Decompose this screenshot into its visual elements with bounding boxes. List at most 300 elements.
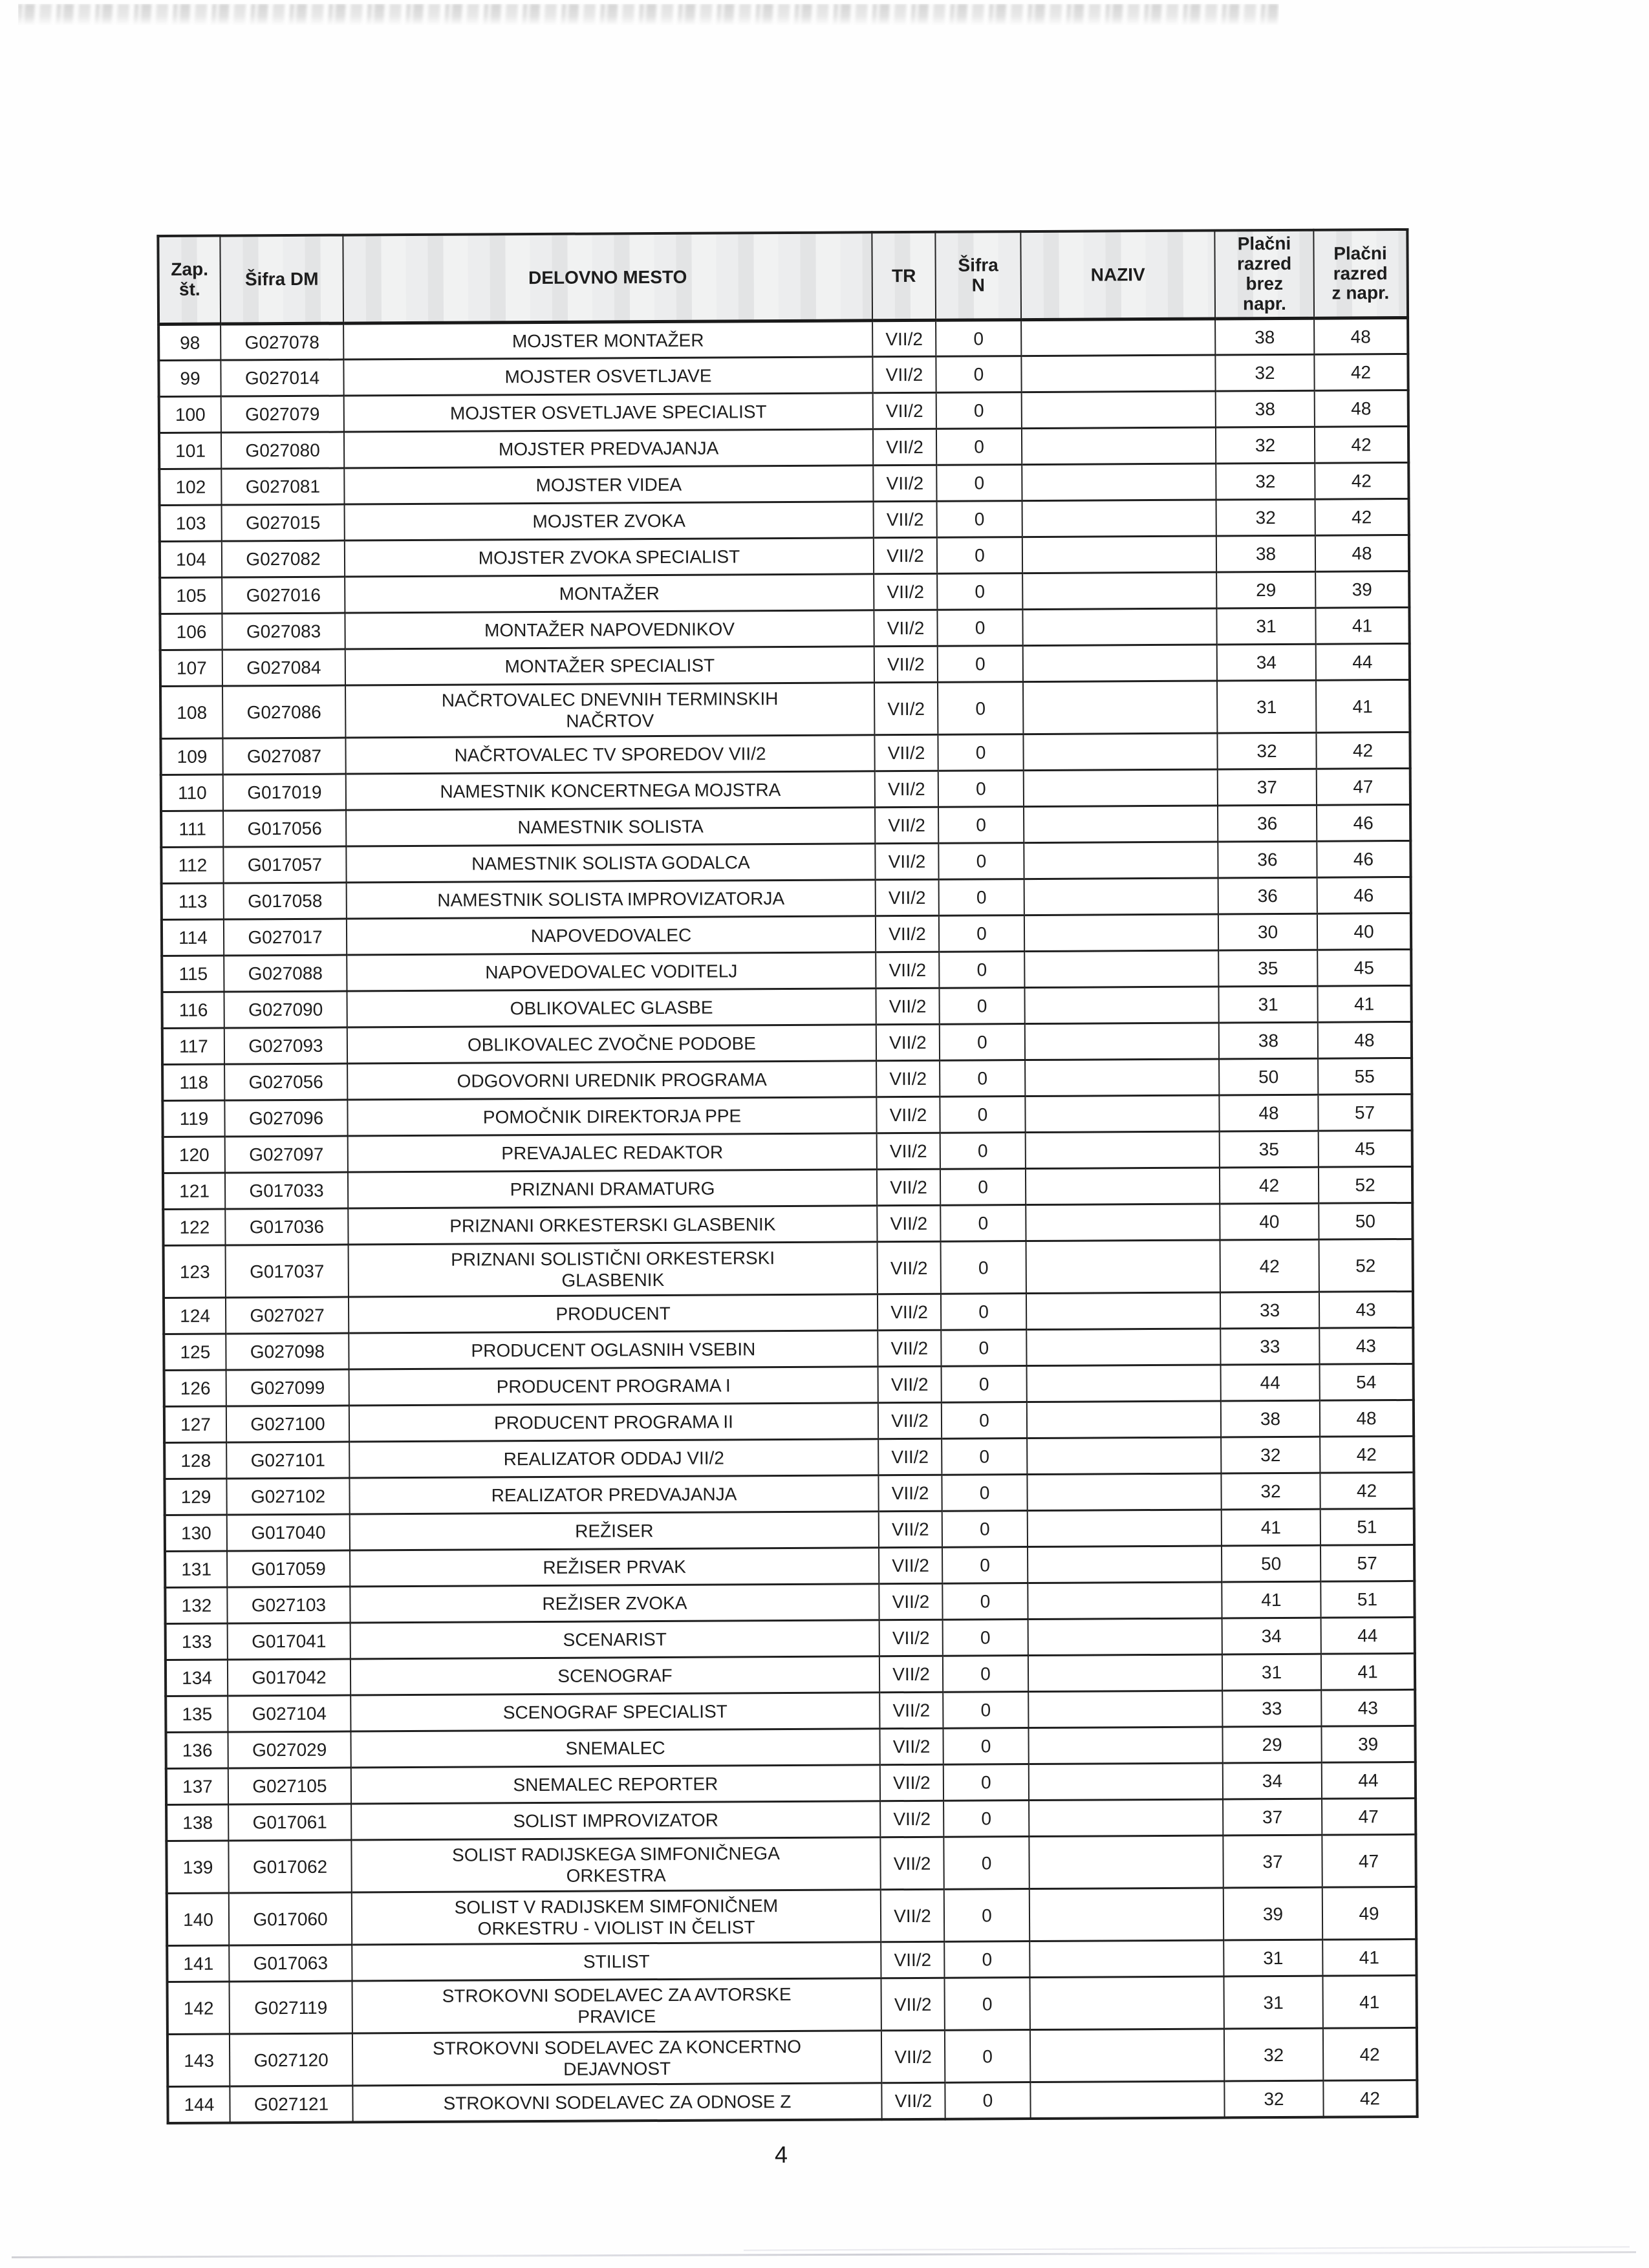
cell-delovno-mesto: SNEMALEC REPORTER [351,1765,880,1804]
cell-zap-st: 98 [158,324,221,361]
cell-placni-brez: 33 [1222,1690,1321,1727]
cell-placni-brez: 38 [1216,390,1315,427]
cell-sifra-dm: G027015 [222,504,345,541]
cell-zap-st: 125 [164,1334,226,1371]
cell-sifra-dm: G027100 [226,1406,349,1442]
cell-tr: VII/2 [877,1205,940,1242]
cell-zap-st: 121 [163,1173,225,1210]
cell-delovno-mesto: SOLIST V RADIJSKEM SIMFONIČNEM ORKESTRU - VIOLIST IN ČELIST [352,1890,881,1945]
cell-zap-st: 133 [166,1623,228,1660]
cell-naziv [1026,1240,1220,1294]
page-number: 4 [774,2141,788,2168]
cell-delovno-mesto: REŽISER ZVOKA [350,1584,879,1623]
cell-placni-brez: 32 [1216,499,1315,536]
cell-zap-st: 137 [166,1768,228,1805]
cell-zap-st: 142 [167,1982,230,2035]
cell-zap-st: 103 [160,505,222,542]
cell-placni-z: 44 [1321,1617,1415,1654]
cell-placni-z: 42 [1315,498,1409,535]
cell-placni-brez: 34 [1222,1618,1321,1654]
cell-placni-z: 42 [1320,1436,1414,1473]
cell-delovno-mesto: PRODUCENT PROGRAMA I [349,1367,878,1406]
cell-placni-z: 50 [1319,1203,1412,1239]
cell-placni-brez: 36 [1218,841,1317,878]
cell-placni-z: 57 [1318,1094,1412,1131]
cell-delovno-mesto: SCENARIST [350,1620,879,1659]
cell-zap-st: 130 [165,1515,227,1552]
cell-zap-st: 101 [159,433,221,469]
cell-zap-st: 119 [162,1100,224,1137]
cell-placni-brez: 38 [1219,1022,1318,1059]
table-row [161,804,1410,847]
cell-zap-st: 129 [164,1479,226,1515]
cell-sifra-n: 0 [940,1024,1025,1061]
cell-tr: VII/2 [881,1942,944,1978]
cell-sifra-n: 0 [942,1402,1027,1439]
cell-tr: VII/2 [872,320,936,357]
cell-placni-brez: 40 [1220,1203,1319,1240]
cell-zap-st: 102 [159,469,221,506]
cell-sifra-n: 0 [939,952,1024,989]
column-header-tr: TR [872,232,936,321]
cell-sifra-n: 0 [937,501,1022,538]
cell-placni-z: 45 [1319,1130,1412,1167]
cell-naziv [1029,1888,1223,1942]
cell-naziv [1023,733,1217,771]
cell-naziv [1027,1473,1221,1511]
cell-zap-st: 127 [164,1406,226,1443]
cell-placni-brez: 38 [1216,535,1315,572]
cell-delovno-mesto: STROKOVNI SODELAVEC ZA KONCERTNO DEJAVNOST [352,2031,881,2086]
cell-sifra-n: 0 [944,1942,1029,1978]
table-row [166,1798,1416,1841]
cell-placni-brez: 34 [1217,644,1316,681]
cell-tr: VII/2 [881,1889,944,1942]
cell-tr: VII/2 [878,1330,941,1367]
table-row [159,426,1408,469]
cell-tr: VII/2 [879,1692,943,1729]
cell-placni-brez: 36 [1218,877,1317,914]
cell-zap-st: 144 [167,2086,230,2123]
cell-zap-st: 117 [162,1028,224,1065]
cell-placni-z: 51 [1320,1581,1414,1618]
cell-tr: VII/2 [879,1547,942,1584]
cell-tr: VII/2 [874,501,937,538]
cell-sifra-dm: G027029 [228,1731,350,1768]
cell-delovno-mesto: MOJSTER OSVETLJAVE [343,357,872,396]
cell-delovno-mesto: SCENOGRAF [350,1656,879,1695]
column-header-zap-st: Zap. št. [158,236,221,325]
column-header-placni-z: Plačni razred z napr. [1313,230,1408,318]
cell-placni-z: 46 [1317,840,1410,877]
cell-placni-brez: 48 [1219,1095,1318,1131]
cell-zap-st: 131 [165,1551,227,1588]
cell-naziv [1030,2029,1224,2082]
table-row [159,390,1408,433]
cell-sifra-dm: G017063 [229,1945,352,1982]
cell-naziv [1028,1510,1222,1547]
cell-sifra-dm: G027087 [222,738,345,775]
cell-naziv [1021,355,1215,392]
cell-naziv [1029,1763,1223,1801]
cell-sifra-dm: G027120 [230,2033,352,2086]
cell-sifra-n: 0 [941,1294,1026,1331]
table-row [164,1327,1413,1370]
cell-delovno-mesto: MOJSTER MONTAŽER [343,321,872,359]
cell-tr: VII/2 [879,1583,942,1620]
cell-delovno-mesto: PREVAJALEC REDAKTOR [348,1133,877,1172]
table-row [160,571,1409,614]
cell-sifra-dm: G027093 [224,1027,347,1064]
cell-sifra-n: 0 [942,1583,1028,1620]
cell-sifra-dm: G027080 [221,432,344,469]
cell-naziv [1027,1401,1221,1439]
table-row [164,1400,1414,1442]
cell-placni-z: 49 [1322,1887,1416,1940]
table-row [163,1166,1412,1209]
cell-sifra-n: 0 [942,1366,1027,1403]
cell-sifra-n: 0 [943,1692,1028,1729]
cell-tr: VII/2 [878,1366,942,1403]
cell-sifra-n: 0 [936,320,1021,357]
pay-table [156,228,1418,2124]
cell-delovno-mesto: STILIST [352,1942,881,1981]
cell-naziv [1026,1292,1220,1330]
cell-zap-st: 128 [164,1442,226,1479]
cell-tr: VII/2 [881,2030,945,2083]
cell-placni-brez: 32 [1217,733,1316,769]
cell-placni-z: 44 [1316,643,1410,680]
table-row [165,1545,1414,1587]
table-row [160,535,1409,577]
table-row [160,679,1410,738]
cell-delovno-mesto: REŽISER [350,1512,879,1550]
cell-tr: VII/2 [874,573,937,610]
cell-tr: VII/2 [872,356,936,393]
cell-placni-z: 41 [1316,679,1410,733]
cell-naziv [1022,500,1216,537]
cell-sifra-dm: G027104 [228,1695,350,1732]
cell-sifra-n: 0 [938,807,1024,844]
cell-tr: VII/2 [879,1656,943,1693]
cell-sifra-dm: G027119 [230,1981,352,2034]
cell-placni-z: 48 [1315,535,1409,572]
column-header-placni-brez: Plačni razred brez napr. [1214,230,1314,319]
cell-zap-st: 100 [159,396,221,433]
cell-delovno-mesto: NAČRTOVALEC TV SPOREDOV VII/2 [345,735,874,774]
cell-sifra-n: 0 [943,1837,1029,1890]
cell-tr: VII/2 [876,988,939,1025]
cell-delovno-mesto: SOLIST RADIJSKEGA SIMFONIČNEGA ORKESTRA [351,1837,880,1892]
cell-sifra-dm: G027084 [222,649,345,686]
cell-sifra-dm: G027079 [221,396,344,433]
cell-sifra-dm: G027014 [221,359,343,396]
cell-placni-z: 47 [1322,1834,1416,1887]
table-row [166,1653,1415,1696]
cell-delovno-mesto: SCENOGRAF SPECIALIST [350,1693,879,1731]
cell-placni-brez: 32 [1224,2028,1323,2081]
cell-zap-st: 114 [162,919,224,956]
cell-delovno-mesto: OBLIKOVALEC ZVOČNE PODOBE [347,1025,876,1064]
cell-sifra-dm: G017042 [228,1659,350,1696]
cell-sifra-dm: G017060 [229,1892,352,1945]
cell-placni-brez: 31 [1222,1654,1321,1691]
table-row [166,1726,1415,1768]
cell-placni-brez: 34 [1223,1762,1322,1799]
table-row [165,1508,1414,1551]
cell-sifra-dm: G017041 [228,1623,350,1660]
cell-naziv [1029,1835,1223,1889]
table-row [164,1364,1414,1406]
cell-placni-z: 40 [1317,913,1411,950]
cell-naziv [1024,806,1218,843]
table-row [167,2027,1417,2086]
cell-placni-z: 48 [1315,390,1408,427]
cell-placni-z: 43 [1319,1291,1413,1328]
column-header-naziv: NAZIV [1020,231,1215,320]
cell-placni-z: 39 [1321,1726,1415,1762]
cell-zap-st: 109 [160,738,222,775]
cell-tr: VII/2 [881,2082,945,2119]
cell-delovno-mesto: MOJSTER OSVETLJAVE SPECIALIST [344,393,873,432]
cell-sifra-n: 0 [936,356,1021,393]
cell-placni-z: 43 [1319,1327,1413,1364]
cell-tr: VII/2 [879,1728,943,1765]
cell-delovno-mesto: NAMESTNIK SOLISTA IMPROVIZATORJA [347,880,876,919]
cell-delovno-mesto: NAMESTNIK SOLISTA GODALCA [346,844,875,883]
cell-tr: VII/2 [874,610,937,647]
cell-sifra-dm: G027099 [226,1369,349,1406]
cell-sifra-n: 0 [942,1511,1028,1548]
cell-placni-brez: 29 [1216,572,1315,608]
cell-placni-z: 42 [1314,354,1408,390]
cell-sifra-n: 0 [943,1728,1028,1765]
cell-sifra-dm: G027078 [221,323,343,360]
cell-tr: VII/2 [873,465,936,502]
cell-tr: VII/2 [874,537,937,574]
table-row [161,840,1410,883]
cell-naziv [1027,1365,1221,1402]
cell-sifra-n: 0 [937,610,1022,647]
table-header [158,230,1408,325]
cell-delovno-mesto: PRODUCENT PROGRAMA II [349,1403,878,1442]
cell-zap-st: 104 [160,541,222,578]
cell-tr: VII/2 [873,392,936,429]
cell-delovno-mesto: NAMESTNIK SOLISTA [346,808,875,846]
cell-zap-st: 139 [166,1841,228,1894]
cell-sifra-n: 0 [936,465,1022,502]
cell-delovno-mesto: NAMESTNIK KONCERTNEGA MOJSTRA [346,771,875,810]
cell-placni-brez: 33 [1220,1328,1319,1365]
cell-sifra-n: 0 [941,1330,1026,1367]
column-header-sifra-dm: Šifra DM [220,235,343,324]
cell-delovno-mesto: REŽISER PRVAK [350,1548,879,1587]
cell-tr: VII/2 [878,1475,942,1512]
table-row [166,1762,1416,1804]
cell-zap-st: 105 [160,577,222,614]
cell-placni-z: 57 [1320,1545,1414,1581]
cell-tr: VII/2 [878,1241,941,1294]
table-row [167,2080,1417,2123]
cell-zap-st: 136 [166,1732,228,1769]
cell-naziv [1022,608,1216,646]
cell-zap-st: 141 [167,1945,229,1982]
cell-naziv [1021,319,1215,356]
cell-zap-st: 140 [167,1893,229,1946]
cell-placni-z: 43 [1321,1689,1415,1726]
cell-zap-st: 135 [166,1696,228,1733]
cell-naziv [1024,769,1218,807]
table-row [164,1291,1413,1334]
cell-sifra-n: 0 [940,1205,1026,1242]
cell-sifra-n: 0 [943,1764,1029,1801]
cell-placni-brez: 38 [1221,1400,1320,1437]
cell-sifra-dm: G027056 [224,1064,347,1100]
cell-naziv [1029,1799,1223,1837]
cell-delovno-mesto: MOJSTER VIDEA [344,465,873,504]
cell-naziv [1025,1023,1219,1060]
cell-sifra-dm: G027081 [221,468,344,505]
cell-sifra-dm: G027101 [226,1442,349,1479]
cell-sifra-n: 0 [941,1241,1026,1294]
pay-table-wrap [156,228,1416,2124]
cell-placni-z: 52 [1319,1239,1413,1292]
header-row [158,230,1408,325]
cell-delovno-mesto: PRIZNANI DRAMATURG [348,1170,877,1208]
cell-zap-st: 138 [166,1804,228,1841]
cell-sifra-dm: G027017 [224,919,347,956]
cell-sifra-n: 0 [938,734,1023,771]
cell-placni-z: 41 [1321,1653,1415,1690]
cell-tr: VII/2 [881,1978,944,2031]
table-row [167,1939,1416,1982]
cell-placni-brez: 30 [1218,914,1317,950]
cell-placni-z: 39 [1315,571,1409,608]
table-row [162,1058,1412,1100]
table-row [162,1094,1412,1137]
cell-naziv [1022,391,1216,429]
cell-sifra-n: 0 [939,879,1024,916]
cell-sifra-n: 0 [936,392,1022,429]
cell-tr: VII/2 [875,807,938,844]
cell-zap-st: 132 [165,1587,227,1624]
cell-naziv [1029,1940,1223,1978]
cell-placni-z: 47 [1317,768,1410,805]
cell-placni-z: 51 [1320,1508,1414,1545]
cell-tr: VII/2 [879,1620,943,1656]
cell-placni-brez: 37 [1223,1799,1322,1835]
cell-placni-z: 54 [1320,1364,1414,1400]
cell-delovno-mesto: MONTAŽER SPECIALIST [345,647,874,685]
cell-zap-st: 115 [162,956,224,992]
cell-naziv [1023,681,1217,734]
cell-placni-z: 42 [1315,426,1408,463]
cell-naziv [1028,1654,1222,1692]
cell-sifra-dm: G027016 [222,577,345,614]
cell-tr: VII/2 [880,1837,943,1890]
cell-sifra-dm: G017033 [225,1172,348,1209]
cell-delovno-mesto: STROKOVNI SODELAVEC ZA ODNOSE Z [352,2083,881,2122]
table-row [160,732,1410,775]
cell-sifra-dm: G027088 [224,955,347,992]
cell-placni-brez: 32 [1224,2081,1323,2117]
table-row [167,1975,1417,2034]
cell-zap-st: 112 [161,847,223,884]
cell-placni-z: 47 [1322,1798,1416,1835]
cell-delovno-mesto: MOJSTER PREDVAJANJA [344,429,873,468]
cell-placni-brez: 32 [1221,1473,1320,1510]
cell-tr: VII/2 [876,915,939,952]
cell-naziv [1025,1095,1219,1133]
cell-zap-st: 123 [164,1245,226,1298]
cell-naziv [1028,1582,1222,1620]
cell-tr: VII/2 [875,771,938,808]
scan-artifact-top [18,4,1279,26]
cell-zap-st: 107 [160,650,222,687]
cell-placni-brez: 31 [1217,680,1316,733]
cell-tr: VII/2 [877,1133,940,1170]
cell-sifra-n: 0 [940,1060,1025,1097]
table-row [158,354,1408,396]
cell-sifra-dm: G017061 [228,1804,351,1841]
cell-sifra-dm: G017036 [225,1208,348,1245]
cell-sifra-n: 0 [940,1169,1026,1206]
cell-tr: VII/2 [879,1511,942,1548]
cell-delovno-mesto: OBLIKOVALEC GLASBE [347,989,876,1027]
cell-naziv [1024,987,1218,1024]
cell-naziv [1028,1691,1222,1728]
cell-naziv [1026,1329,1220,1366]
cell-sifra-n: 0 [938,646,1023,683]
table-row [163,1203,1412,1245]
cell-tr: VII/2 [877,1169,940,1206]
cell-placni-brez: 41 [1222,1581,1320,1618]
cell-tr: VII/2 [880,1764,943,1801]
cell-naziv [1028,1727,1222,1764]
table-row [162,985,1411,1028]
cell-zap-st: 120 [163,1137,225,1173]
cell-naziv [1022,464,1216,501]
cell-sifra-dm: G027086 [222,685,345,738]
cell-placni-z: 42 [1320,1472,1414,1509]
cell-zap-st: 116 [162,992,224,1029]
cell-delovno-mesto: PRODUCENT OGLASNIH VSEBIN [349,1331,878,1369]
table-body [158,317,1417,2123]
cell-delovno-mesto: SOLIST IMPROVIZATOR [351,1801,880,1840]
cell-naziv [1024,842,1218,879]
cell-delovno-mesto: PRIZNANI SOLISTIČNI ORKESTERSKI GLASBENIK [349,1242,878,1297]
cell-placni-z: 46 [1317,877,1411,914]
table-row [166,1834,1416,1893]
cell-sifra-dm: G027096 [224,1100,347,1137]
cell-zap-st: 110 [161,775,223,811]
table-row [160,643,1410,686]
cell-sifra-dm: G017040 [227,1514,350,1551]
cell-naziv [1024,950,1218,988]
cell-zap-st: 108 [160,686,222,739]
cell-placni-brez: 50 [1219,1058,1318,1095]
cell-sifra-dm: G027102 [226,1478,349,1515]
column-header-sifra-n: Šifra N [935,231,1021,320]
cell-sifra-dm: G027105 [228,1768,351,1804]
cell-sifra-n: 0 [938,682,1023,735]
cell-sifra-dm: G017058 [224,883,347,919]
cell-sifra-n: 0 [938,771,1024,808]
cell-zap-st: 143 [167,2034,230,2087]
cell-placni-brez: 32 [1215,354,1314,391]
cell-tr: VII/2 [878,1402,942,1439]
cell-tr: VII/2 [874,646,938,683]
